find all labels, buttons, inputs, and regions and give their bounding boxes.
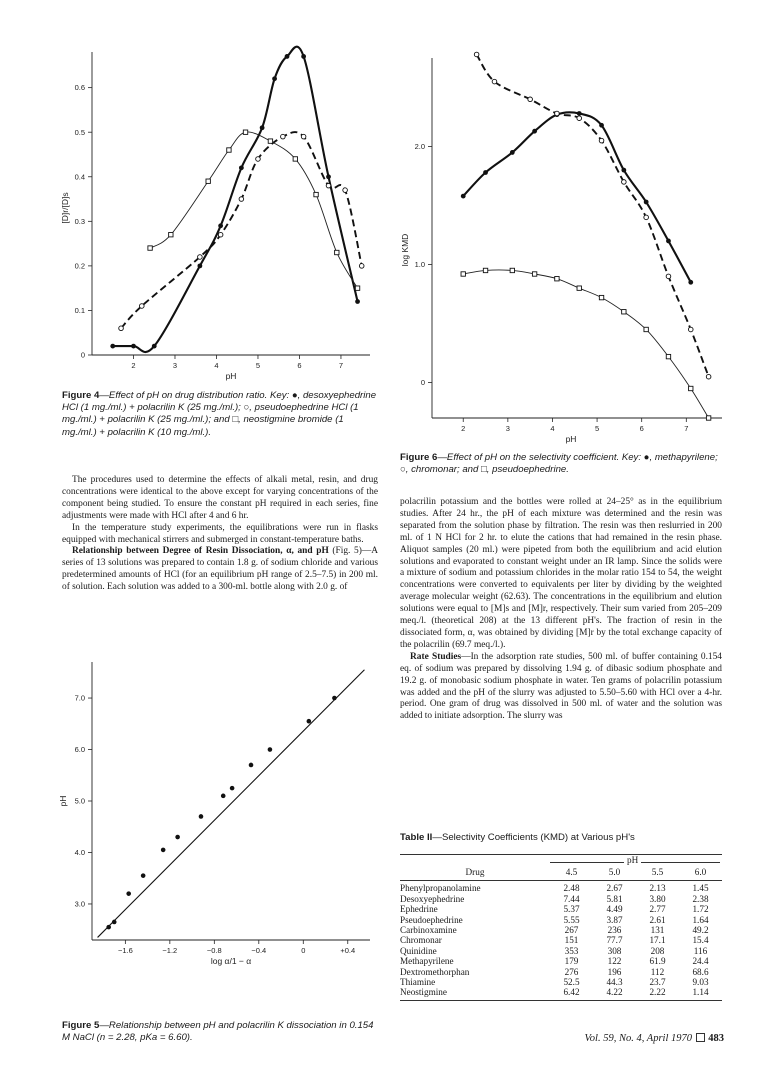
data-point — [293, 157, 297, 161]
x-tick-label: 0 — [301, 946, 306, 955]
value-cell: 49.2 — [692, 925, 709, 936]
value-cell: 17.1 — [649, 935, 666, 946]
data-point — [706, 416, 710, 420]
data-point — [197, 263, 202, 268]
page-number: 483 — [708, 1033, 724, 1044]
data-point — [230, 786, 235, 791]
value-cell: 208 — [650, 945, 665, 956]
data-point — [577, 286, 581, 290]
drug-name-cell: Ephedrine — [400, 904, 438, 915]
data-point — [256, 157, 261, 162]
data-point — [510, 268, 514, 272]
value-cell: 2.38 — [692, 893, 709, 904]
data-point — [161, 848, 166, 853]
figure-4-caption — [62, 390, 378, 439]
value-cell: 2.48 — [563, 883, 580, 894]
data-point — [483, 268, 487, 272]
x-axis-label: pH — [225, 371, 237, 381]
value-cell: 23.7 — [649, 977, 666, 988]
x-tick-label: 7 — [684, 424, 689, 433]
table-row — [400, 946, 722, 956]
series-line-1 — [113, 47, 358, 352]
figure-6-chart — [400, 40, 750, 450]
journal-reference: Vol. 59, No. 4, April 1970 — [584, 1033, 692, 1044]
y-tick-label: 2.0 — [414, 142, 425, 152]
data-point — [268, 747, 273, 752]
x-tick-label: −0.4 — [251, 946, 267, 955]
x-tick-label: 7 — [338, 361, 344, 370]
value-cell: 7.44 — [563, 893, 580, 904]
y-tick-label: 5.0 — [74, 796, 85, 806]
value-cell: 24.4 — [692, 956, 709, 967]
drug-name-cell: Chromonar — [400, 935, 442, 946]
data-point — [199, 814, 204, 819]
column-header: 4.5 — [565, 867, 578, 877]
x-tick-label: 5 — [594, 424, 600, 433]
y-tick-label: 4.0 — [74, 848, 85, 858]
data-point — [621, 168, 626, 173]
data-point — [106, 925, 111, 930]
data-point — [243, 130, 247, 134]
series-line-2 — [477, 54, 709, 376]
paragraph: polacrilin potassium and the bottles were rolled at 24–25° as in the equilibrium studies. After 24 hr., the pH of each mixture was determined and the resin was separated from the solution phase by filtration. The resin was then reslurried in 200 ml. of 1 N HCl for 2 hr. to elute the cations that had remained in the resin phase. Aliquot samples (20 ml.) were pipeted from both the equilibrium and acid elution solutions and evaporated to constant weight under an IR lamp. Since the solids were a mixture of sodium and potassium chlorides in the molar ratio 154 to 54, the weight concentrations were converted to equivalents per liter by dividing by the weighted average molecular weight (62.63). The concentrations in the equilibrium and elution solutions were equal to [M]s and [M]r, respectively. Their sum varied from 205–209 meq./l. (theoretical 208) at the 13 different pH's. The fraction of resin in the dissociated form, α, was obtained by dividing [M]r by the total exchange capacity of the polacrilin (69.7 meq./l.). — [400, 497, 722, 650]
value-cell: 61.9 — [649, 956, 666, 967]
data-point — [706, 374, 711, 379]
figure-5-caption-text: —Relationship between pH and polacrilin K dissociation in 0.154 M NaCl (n = 2.28, pKa = 6.60). — [62, 1020, 374, 1044]
table-row — [400, 977, 722, 987]
data-point — [644, 215, 649, 220]
x-axis-label: log α/1 − α — [210, 956, 252, 966]
x-tick-label: 4 — [214, 361, 219, 370]
data-point — [152, 344, 157, 349]
figure-5-label: Figure 5 — [62, 1020, 100, 1031]
table-row — [400, 915, 722, 925]
figure-6-label: Figure 6 — [400, 452, 438, 463]
data-point — [355, 299, 360, 304]
value-cell: 4.49 — [606, 904, 623, 915]
figure-4-caption-text: —Effect of pH on drug distribution ratio. Key: ●, desoxyephedrine HCl (1 mg./ml.) + polacrilin K (25 mg./ml.); ○, pseudoephedrine HCl (1 mg./ml.) + polacrilin K (25 mg./ml.); and □, neostigmine bromide (1 mg./ml.) + polacrilin K (10 mg./ml.). — [62, 390, 377, 438]
data-point — [141, 873, 146, 878]
value-cell: 6.42 — [563, 987, 580, 998]
y-axis-label: pH — [58, 795, 68, 807]
value-cell: 2.22 — [649, 987, 666, 998]
y-tick-label: 0.3 — [74, 216, 85, 226]
value-cell: 5.55 — [563, 914, 580, 925]
data-point — [148, 246, 152, 250]
value-cell: 116 — [693, 945, 708, 956]
drug-name-cell: Pseudoephedrine — [400, 914, 463, 925]
drug-name-cell: Methapyrilene — [400, 956, 454, 967]
data-point — [198, 255, 203, 260]
value-cell: 2.61 — [649, 914, 666, 925]
data-point — [532, 272, 536, 276]
data-point — [461, 194, 466, 199]
data-point — [206, 179, 210, 183]
table-row — [400, 894, 722, 904]
data-point — [492, 79, 497, 84]
value-cell: 122 — [607, 956, 622, 967]
x-tick-label: +0.4 — [340, 946, 356, 955]
value-cell: 1.45 — [692, 883, 709, 894]
data-point — [260, 125, 265, 130]
data-point — [119, 326, 124, 331]
y-tick-label: 0.2 — [74, 261, 85, 271]
data-point — [239, 197, 244, 202]
data-point — [599, 295, 603, 299]
series-line-3 — [150, 132, 357, 288]
data-point — [555, 111, 560, 116]
data-point — [510, 150, 515, 155]
data-point — [335, 250, 339, 254]
y-tick-label: 3.0 — [74, 899, 85, 909]
data-point — [221, 794, 226, 799]
y-tick-label: 0 — [420, 378, 425, 388]
value-cell: 179 — [564, 956, 579, 967]
figure-6-caption — [400, 452, 722, 476]
table-row — [400, 883, 722, 893]
table-row — [400, 987, 722, 997]
x-tick-label: −0.8 — [206, 946, 222, 955]
column-header: Drug — [465, 867, 485, 877]
value-cell: 5.37 — [563, 904, 580, 915]
y-tick-label: 6.0 — [74, 745, 85, 755]
table-row — [400, 956, 722, 966]
data-point — [285, 54, 290, 59]
data-point — [249, 763, 254, 768]
table-2-group-header: pH — [624, 855, 641, 865]
data-point — [281, 134, 286, 139]
data-point — [218, 232, 223, 237]
y-tick-label: 0.5 — [74, 127, 85, 137]
drug-name-cell: Quinidine — [400, 945, 437, 956]
data-point — [359, 264, 364, 269]
data-point — [474, 52, 479, 57]
table-row — [400, 967, 722, 977]
fit-line — [98, 670, 365, 938]
value-cell: 1.72 — [692, 904, 709, 915]
x-tick-label: 4 — [550, 424, 555, 433]
drug-name-cell: Desoxyephedrine — [400, 893, 465, 904]
data-point — [326, 174, 331, 179]
figure-4-chart — [0, 40, 380, 381]
data-point — [644, 327, 648, 331]
paragraph: The procedures used to determine the effects of alkali metal, resin, and drug concentrations were identical to the above except for varying concentrations of the component being studied. To ensure the constant pH required in each series, fine adjustments were made with HCl after 4 and 6 hr. — [62, 475, 378, 521]
data-point — [599, 123, 604, 128]
value-cell: 151 — [564, 935, 579, 946]
y-tick-label: 7.0 — [74, 693, 85, 703]
value-cell: 1.14 — [692, 987, 709, 998]
series-line-3 — [463, 270, 708, 418]
drug-name-cell: Phenylpropanolamine — [400, 883, 481, 894]
data-point — [175, 835, 180, 840]
value-cell: 52.5 — [563, 977, 580, 988]
y-tick-label: 0.4 — [74, 172, 85, 182]
table-row — [400, 925, 722, 935]
data-point — [110, 344, 115, 349]
series-line-1 — [463, 112, 691, 282]
data-point — [126, 891, 131, 896]
data-point — [301, 134, 306, 139]
figure-4-label: Figure 4 — [62, 390, 100, 401]
data-point — [227, 148, 231, 152]
data-point — [528, 97, 533, 102]
value-cell: 267 — [564, 925, 579, 936]
drug-name-cell: Dextromethorphan — [400, 966, 470, 977]
data-point — [112, 920, 117, 925]
x-tick-label: 5 — [255, 361, 261, 370]
x-tick-label: 6 — [639, 424, 644, 433]
data-point — [301, 54, 306, 59]
data-point — [355, 286, 359, 290]
data-point — [332, 696, 337, 701]
drug-name-cell: Neostigmine — [400, 987, 447, 998]
data-point — [483, 170, 488, 175]
value-cell: 196 — [607, 966, 622, 977]
value-cell: 112 — [650, 966, 665, 977]
value-cell: 44.3 — [606, 977, 623, 988]
column-header: 5.5 — [651, 867, 664, 877]
data-point — [555, 277, 559, 281]
value-cell: 4.22 — [606, 987, 623, 998]
drug-name-cell: Thiamine — [400, 977, 436, 988]
value-cell: 15.4 — [692, 935, 709, 946]
data-point — [461, 272, 465, 276]
value-cell: 3.87 — [606, 914, 623, 925]
table-row — [400, 935, 722, 945]
data-point — [666, 354, 670, 358]
x-tick-label: −1.6 — [117, 946, 133, 955]
x-tick-label: 2 — [131, 361, 136, 370]
value-cell: 276 — [564, 966, 579, 977]
column-header: 5.0 — [608, 867, 621, 877]
value-cell: 77.7 — [606, 935, 623, 946]
data-point — [689, 386, 693, 390]
data-point — [307, 719, 312, 724]
value-cell: 68.6 — [692, 966, 709, 977]
data-point — [532, 129, 537, 134]
y-axis-label: [D]r/[D]s — [60, 192, 70, 224]
value-cell: 2.13 — [649, 883, 666, 894]
paragraph: In the temperature study experiments, the equilibrations were run in flasks equipped with mechanical stirrers and submerged in constant-temperature baths. — [62, 522, 378, 545]
data-point — [666, 274, 671, 279]
data-point — [577, 111, 582, 116]
page-footer — [540, 1033, 724, 1044]
data-point — [272, 76, 277, 81]
table-2-title: Table II—Selectivity Coefficients (KMD) at Various pH's — [400, 832, 635, 843]
value-cell: 308 — [607, 945, 622, 956]
value-cell: 131 — [650, 925, 665, 936]
data-point — [139, 304, 144, 309]
data-point — [314, 192, 318, 196]
y-axis-label: log KMD — [400, 233, 410, 267]
x-tick-label: 3 — [505, 424, 510, 433]
drug-name-cell: Carbinoxamine — [400, 925, 457, 936]
x-tick-label: 6 — [297, 361, 302, 370]
x-axis-label: pH — [565, 434, 577, 444]
value-cell: 3.80 — [649, 893, 666, 904]
table-row — [400, 904, 722, 914]
right-column-text — [400, 497, 722, 723]
value-cell: 353 — [564, 945, 579, 956]
figure-6-caption-text: —Effect of pH on the selectivity coefficient. Key: ●, methapyrilene; ○, chromonar; and □, pseudoephedrine. — [400, 452, 718, 476]
table-2 — [400, 850, 722, 1001]
y-tick-label: 0.1 — [74, 306, 85, 316]
x-tick-label: 2 — [461, 424, 466, 433]
data-point — [688, 280, 693, 285]
left-column-text — [62, 475, 378, 594]
data-point — [577, 116, 582, 121]
figure-5-chart — [0, 650, 380, 1000]
x-tick-label: 3 — [172, 361, 178, 370]
data-point — [599, 138, 604, 143]
data-point — [688, 327, 693, 332]
data-point — [169, 232, 173, 236]
data-point — [239, 165, 244, 170]
value-cell: 2.77 — [649, 904, 666, 915]
x-tick-label: −1.2 — [162, 946, 178, 955]
figure-5-caption — [62, 1020, 378, 1044]
data-point — [218, 223, 223, 228]
y-tick-label: 0 — [80, 350, 85, 360]
data-point — [666, 239, 671, 244]
data-point — [644, 200, 649, 205]
value-cell: 9.03 — [692, 977, 709, 988]
value-cell: 2.67 — [606, 883, 623, 894]
paragraph: Rate Studies—In the adsorption rate studies, 500 ml. of buffer containing 0.154 eq. of sodium was prepared by dissolving 1.94 g. of dibasic sodium phosphate and 19.2 g. of monobasic sodium phosphate in water. Ten grams of polacrilin potassium was added and the pH of the slurry was adjusted to 5.50–5.60 with HCl over a 4-hr. period. One gram of drug was dissolved in 500 ml. of water and the solution was added to initiate adsorption. The slurry was — [400, 651, 722, 722]
data-point — [131, 344, 136, 349]
data-point — [622, 180, 627, 185]
box-glyph — [696, 1033, 705, 1042]
data-point — [326, 183, 331, 188]
value-cell: 236 — [607, 925, 622, 936]
paragraph: Relationship between Degree of Resin Dissociation, α, and pH (Fig. 5)—A series of 13 solutions was prepared to contain 1.8 g. of sodium chloride and various predetermined amounts of HCl (for an equilibrium pH range of 2.5–7.5) in 200 ml. of solution. Each solution was added to a 300-ml. bottle along with 2.0 g. of — [62, 546, 378, 593]
data-point — [343, 188, 348, 193]
value-cell: 5.81 — [606, 893, 623, 904]
y-tick-label: 1.0 — [414, 260, 425, 270]
y-tick-label: 0.6 — [74, 83, 85, 93]
data-point — [622, 310, 626, 314]
table-2-header-row — [400, 867, 722, 877]
data-point — [268, 139, 272, 143]
column-header: 6.0 — [694, 867, 707, 877]
value-cell: 1.64 — [692, 914, 709, 925]
